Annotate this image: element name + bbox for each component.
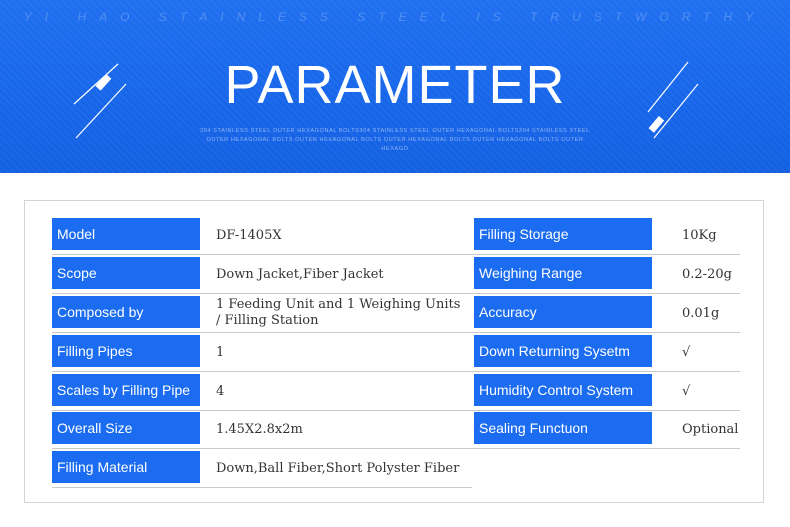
row-value: 1.45X2.8x2m	[216, 421, 303, 437]
row-label: Scales by Filling Pipe	[52, 374, 200, 406]
table-row	[52, 374, 740, 411]
row-label: Filling Material	[52, 451, 200, 483]
row-label: Overall Size	[52, 412, 200, 444]
banner-tagline: YI HAO STAINLESS STEEL IS TRUSTWORTHY	[23, 10, 767, 24]
row-label: Composed by	[52, 296, 200, 328]
checkmark-icon: √	[682, 344, 691, 360]
row-value: 0.01g	[682, 305, 720, 321]
parameter-banner	[0, 0, 790, 173]
table-row	[52, 296, 740, 333]
row-value: Optional	[682, 421, 739, 437]
row-label: Model	[52, 218, 200, 250]
row-label: Down Returning Sysetm	[474, 335, 652, 367]
row-value: Down Jacket,Fiber Jacket	[216, 266, 384, 282]
page-title: PARAMETER	[224, 55, 566, 115]
table-row	[52, 257, 740, 294]
row-label: Sealing Functuon	[474, 412, 652, 444]
row-label: Weighing Range	[474, 257, 652, 289]
table-row	[52, 451, 472, 488]
table-row	[52, 412, 740, 449]
row-value: 1	[216, 344, 225, 360]
row-value: 10Kg	[682, 227, 717, 243]
row-value: 0.2-20g	[682, 266, 732, 282]
table-row	[52, 218, 740, 255]
row-value: 4	[216, 383, 225, 399]
row-value: Down,Ball Fiber,Short Polyster Fiber	[216, 460, 460, 476]
table-row	[52, 335, 740, 372]
row-label: Filling Storage	[474, 218, 652, 250]
row-label: Scope	[52, 257, 200, 289]
row-value: DF-1405X	[216, 227, 282, 243]
row-label: Accuracy	[474, 296, 652, 328]
checkmark-icon: √	[682, 383, 691, 399]
row-label: Humidity Control System	[474, 374, 652, 406]
row-label: Filling Pipes	[52, 335, 200, 367]
banner-subtext: 304 STAINLESS STEEL OUTER HEXAGONAL BOLTS304 STAINLESS STEEL OUTER HEXAGONAL BOLTS304 STAINLESS STEEL OUTER HEXAGONAL BOLTS OUTER HEXAGONAL BOLTS OUTER HEXAGONAL BOLTS OUTER HEXAGONAL BOLTS OUTER HEXAGO	[200, 128, 590, 152]
row-value: 1 Feeding Unit and 1 Weighing Units / Filling Station	[216, 297, 461, 328]
right-decorative-stroke-icon	[640, 56, 730, 146]
